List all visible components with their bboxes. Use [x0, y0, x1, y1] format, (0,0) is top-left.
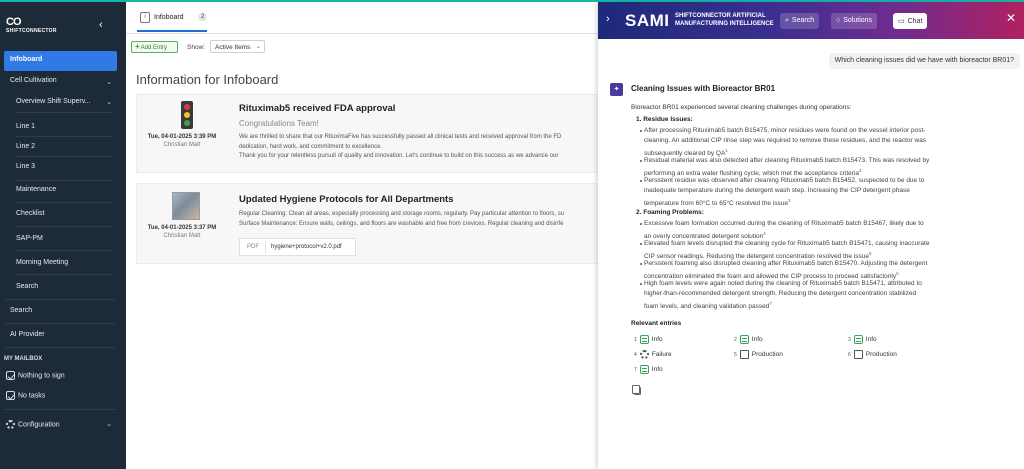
tab-label: Infoboard — [154, 14, 184, 21]
divider — [4, 299, 116, 300]
info-list-icon — [740, 335, 749, 344]
sidebar-item-infoboard[interactable]: Infoboard — [4, 51, 117, 71]
main-content — [126, 2, 598, 469]
traffic-light-icon — [181, 101, 193, 129]
mailbox-item-sign[interactable] — [6, 371, 65, 380]
sidebar-item-line3[interactable]: Line 3 — [16, 163, 36, 170]
mailbox-item-label: Nothing to sign — [18, 372, 65, 380]
answer-line: Excessive foam formation occurred during the cleaning of Rituximab5 batch B15467, likely due to — [644, 220, 924, 227]
infoboard-card[interactable] — [136, 183, 598, 264]
card-author: Christian Matt — [163, 233, 201, 239]
answer-line: Persistent foaming also disrupted cleaning after Rituximab5 batch B15470. Adjusting the detergent — [644, 260, 928, 267]
card-text-line: dedication, hard work, and commitment to excellence. — [239, 143, 383, 150]
relevant-entries-title: Relevant entries — [631, 320, 682, 327]
add-entry-button[interactable] — [131, 41, 178, 53]
sami-subtitle-line: MANUFACTURING INTELLIGENCE — [675, 20, 774, 27]
infoboard-card[interactable] — [136, 94, 598, 173]
chevron-right-icon[interactable]: › — [606, 13, 610, 25]
relevant-entry[interactable] — [848, 350, 897, 359]
chevron-down-icon[interactable]: ⌄ — [106, 99, 112, 106]
relevant-entry[interactable] — [634, 365, 663, 374]
pdf-icon: PDF — [247, 244, 259, 250]
citation-ref[interactable]: 1 — [725, 148, 728, 153]
sidebar-item-cell-cultivation[interactable] — [10, 77, 57, 84]
answer-section-title: 1. Residue Issues: — [636, 116, 693, 123]
sidebar-item-ai-provider[interactable]: AI Provider — [10, 331, 45, 338]
solutions-button-label: Solutions — [843, 17, 873, 24]
card-title[interactable]: Rituximab5 received FDA approval — [239, 103, 396, 114]
chat-icon: ▭ — [898, 18, 905, 25]
answer-line: Elevated foam levels disrupted the cleaning cycle for Rituximab5 batch B15471, causing inaccurate — [644, 240, 930, 247]
divider — [126, 33, 598, 34]
show-label: Show: — [187, 44, 206, 51]
sparkle-icon: ✦ — [610, 83, 623, 96]
answer-line — [644, 299, 922, 312]
answer-line-text: CIP sensor readings. Reducing the detergent concentration resolved the issue — [644, 253, 869, 261]
relevant-entry[interactable] — [734, 350, 783, 359]
divider — [16, 136, 112, 137]
sami-search-button[interactable] — [780, 13, 819, 29]
answer-line: inadequate temperature during the detergent wash step. Increasing the CIP detergent phase — [644, 187, 910, 194]
attachment-filename: hygiene+protocol+v2.0.pdf — [271, 244, 342, 250]
lightbulb-icon: ○ — [836, 17, 841, 24]
relevant-entry[interactable] — [734, 335, 763, 344]
checkbox-check-icon — [6, 391, 15, 400]
answer-section-title: 2. Foaming Problems: — [636, 209, 704, 216]
sidebar-item-configuration[interactable] — [6, 420, 60, 429]
divider — [16, 226, 112, 227]
citation-ref[interactable]: 2 — [858, 168, 862, 173]
entry-number: 2 — [734, 337, 737, 344]
close-icon[interactable]: ✕ — [1005, 11, 1016, 25]
entry-label: Info — [865, 336, 877, 344]
entry-label: Failure — [651, 351, 672, 359]
entry-number: 1 — [634, 337, 637, 344]
answer-line: cleaning. An additional CIP rinse step was required to remove these residues, and the reactor was — [644, 137, 927, 144]
answer-line-text: an overly concentrated detergent solution — [644, 233, 764, 241]
chevron-down-icon[interactable]: ⌄ — [106, 79, 112, 86]
answer-line-text: temperature from 60°C to 65°C resolved the issue — [644, 200, 788, 208]
logo-mark: CO — [6, 16, 21, 28]
entry-label: Info — [651, 366, 663, 374]
card-subtitle: Congratulations Team! — [239, 119, 319, 128]
card-text-line: Surface Maintenance: Ensure walls, ceilings, and floors are washable and free from crevices. Regular cleaning and disinfe — [239, 220, 564, 227]
logo[interactable] — [6, 16, 96, 38]
card-date: Tue, 04-01-2025 3:39 PM — [147, 134, 217, 140]
chevron-down-icon: ⌄ — [255, 44, 261, 50]
divider — [16, 250, 112, 251]
sidebar-item-search-sub[interactable]: Search — [16, 283, 39, 290]
divider — [4, 347, 116, 348]
relevant-entry[interactable] — [634, 335, 663, 344]
chevron-left-icon[interactable]: ‹ — [99, 19, 103, 31]
citation-ref[interactable]: 6 — [896, 271, 899, 276]
divider — [16, 274, 112, 275]
card-date: Tue, 04-01-2025 3:37 PM — [147, 225, 217, 231]
divider — [265, 241, 266, 253]
show-filter-select[interactable] — [210, 40, 265, 53]
card-text-line: We are thrilled to share that our RituximaFive has successfully passed all clinical tests and received approval from the FD — [239, 134, 562, 140]
answer-line: higher-than-recommended detergent strength. Reducing the detergent concentration stabilized — [644, 290, 917, 297]
card-author: Christian Matt — [163, 142, 201, 148]
sidebar-item-label: Configuration — [18, 421, 60, 429]
info-list-icon — [640, 335, 649, 344]
entry-number: 3 — [848, 337, 851, 344]
divider — [16, 156, 112, 157]
sami-header — [598, 2, 1024, 39]
answer-bullet — [644, 176, 924, 209]
sidebar-item-label: Cell Cultivation — [10, 77, 57, 84]
relevant-entry[interactable] — [848, 335, 877, 344]
sami-subtitle-line: SHIFTCONNECTOR ARTIFICIAL — [675, 13, 766, 19]
answer-title: Cleaning Issues with Bioreactor BR01 — [631, 84, 776, 93]
sidebar-item-maintenance[interactable]: Maintenance — [16, 186, 57, 193]
info-icon: i — [140, 12, 150, 23]
answer-line-text: concentration eliminated the foam and allowed the CIP process to proceed satisfactorily — [644, 273, 897, 281]
card-text-line: Thank you for your relentless pursuit of quality and innovation. Let's continue to build on this success as we advance our — [239, 153, 559, 159]
answer-line-text: performing an extra water flushing cycle, which met the acceptance criteria — [644, 170, 859, 178]
answer-line-text: subsequently cleared by QA — [644, 150, 726, 158]
production-icon — [740, 350, 749, 359]
info-list-icon — [640, 365, 649, 374]
entry-label: Info — [751, 336, 763, 344]
answer-line: High foam levels were again noted during the cleaning of Rituximab5 batch B15471, attributed to — [644, 280, 922, 287]
entry-label: Production — [865, 351, 897, 359]
production-icon — [854, 350, 863, 359]
citation-ref[interactable]: 3 — [787, 198, 791, 203]
entry-number: 4 — [634, 352, 637, 359]
user-question-bubble: Which cleaning issues did we have with bioreactor BR01? — [829, 53, 1020, 69]
card-text-line: Regular Cleaning: Clean all areas, especially processing and storage rooms, regularly. Pay particular attention to floors, su — [239, 211, 565, 217]
entry-label: Production — [751, 351, 783, 359]
mailbox-title: MY MAILBOX — [4, 356, 43, 362]
sami-subtitle — [675, 13, 774, 28]
answer-line: Residual material was also detected after cleaning Rituximab5 batch B15473. This was resolved by — [644, 157, 930, 164]
sidebar-item-sap-pm[interactable]: SAP-PM — [16, 235, 43, 242]
divider — [4, 323, 116, 324]
entry-label: Info — [651, 336, 663, 344]
sidebar-item-search[interactable]: Search — [10, 307, 33, 314]
answer-line: After processing Rituximab5 batch B15475, minor residues were found on the vessel interior post- — [644, 127, 926, 134]
entry-number: 7 — [634, 367, 637, 374]
citation-ref[interactable]: 4 — [763, 231, 766, 236]
hygiene-photo-thumbnail — [172, 192, 200, 220]
logo-text: SHIFTCONNECTOR — [6, 28, 57, 34]
answer-line: Persistent residue was observed after cleaning Rituximab5 batch B15452, suspected to be due to — [644, 177, 925, 184]
sidebar-item-morning-meeting[interactable]: Morning Meeting — [16, 259, 69, 266]
mailbox-item-label: No tasks — [18, 392, 46, 400]
sidebar-item-overview[interactable] — [16, 98, 91, 105]
sami-solutions-button[interactable] — [831, 13, 877, 29]
divider — [16, 202, 112, 203]
sidebar-item-line2[interactable]: Line 2 — [16, 143, 36, 150]
copy-icon[interactable] — [634, 387, 641, 395]
sami-chat-button[interactable] — [893, 13, 927, 29]
citation-ref[interactable]: 5 — [869, 251, 872, 256]
sidebar-item-line1[interactable]: Line 1 — [16, 123, 36, 130]
chat-button-label: Chat — [907, 18, 923, 25]
answer-bullet — [644, 279, 922, 312]
show-filter-value: Active Items — [215, 44, 251, 51]
gear-failure-icon — [640, 350, 649, 359]
mailbox-item-tasks[interactable] — [6, 391, 45, 400]
gear-icon — [6, 420, 15, 429]
card-meta — [137, 184, 227, 263]
tab-count-badge: 2 — [198, 13, 207, 21]
answer-line — [644, 196, 924, 209]
card-title[interactable]: Updated Hygiene Protocols for All Departments — [239, 194, 454, 205]
divider — [16, 180, 112, 181]
chevron-down-icon[interactable]: ⌄ — [106, 421, 112, 428]
sidebar-item-checklist[interactable]: Checklist — [16, 210, 45, 217]
search-icon: ⌕ — [785, 17, 789, 24]
sami-logo: SAMI — [625, 11, 670, 30]
sidebar — [0, 2, 126, 469]
answer-line-text: foam levels, and cleaning validation passed — [644, 303, 770, 311]
answer-bullet — [644, 126, 926, 159]
page-title: Information for Infoboard — [136, 72, 279, 87]
pdf-attachment[interactable] — [239, 238, 356, 256]
answer-intro: Bioreactor BR01 experienced several cleaning challenges during operations: — [631, 104, 852, 111]
divider — [4, 409, 116, 410]
tab-infoboard[interactable] — [137, 10, 207, 32]
citation-ref[interactable]: 7 — [769, 301, 772, 306]
divider — [16, 112, 112, 113]
relevant-entry[interactable] — [634, 350, 672, 359]
sidebar-item-label: Overview Shift Superv... — [16, 98, 91, 105]
info-list-icon — [854, 335, 863, 344]
entry-number: 6 — [848, 352, 851, 359]
plus-icon: + — [135, 42, 140, 51]
checkbox-edit-icon — [6, 371, 15, 380]
card-meta — [137, 95, 227, 172]
search-button-label: Search — [791, 17, 815, 24]
entry-number: 5 — [734, 352, 737, 359]
add-entry-label: Add Entry — [140, 45, 168, 51]
sami-panel — [598, 2, 1024, 469]
